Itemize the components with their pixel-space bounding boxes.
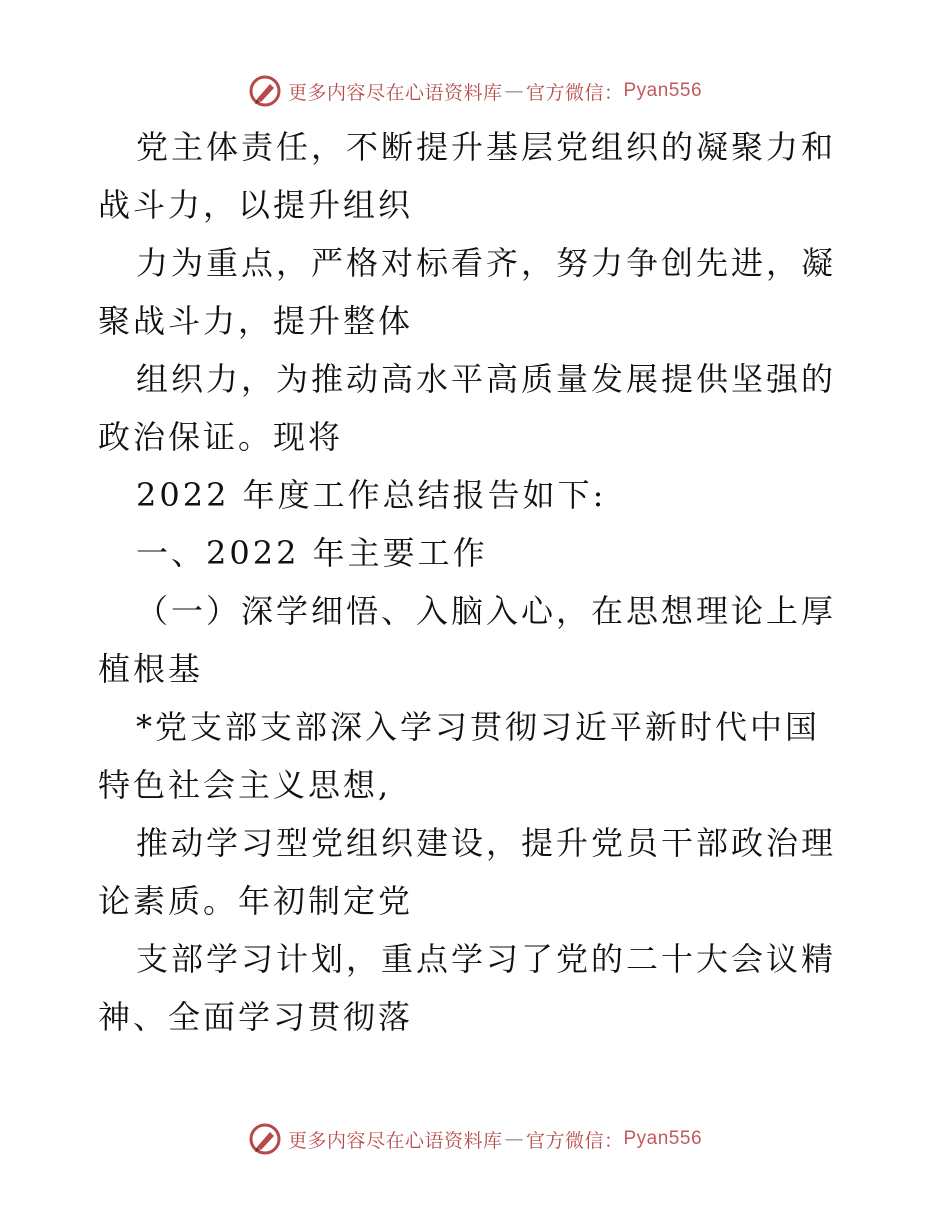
- paragraph-1: 党主体责任，不断提升基层党组织的凝聚力和战斗力，以提升组织: [98, 128, 837, 224]
- watermark-brand: 更多内容尽在心语资料库: [287, 81, 503, 104]
- pen-logo-icon: [248, 1122, 282, 1156]
- watermark-contact-id: Pyan556: [623, 80, 703, 101]
- paragraph-9: 支部学习计划，重点学习了党的二十大会议精神、全面学习贯彻落: [98, 940, 837, 1036]
- watermark-brand: 更多内容尽在心语资料库: [287, 1129, 503, 1152]
- watermark-header: [0, 71, 950, 111]
- document-body: [0, 118, 950, 1046]
- paragraph-3: 组织力，为推动高水平高质量发展提供坚强的政治保证。现将: [98, 360, 837, 456]
- watermark-contact-id: Pyan556: [623, 1128, 703, 1149]
- watermark-contact-label: 官方微信：: [525, 1129, 624, 1152]
- pen-logo-icon: [248, 74, 282, 108]
- watermark-contact-label: 官方微信：: [525, 81, 624, 104]
- watermark-footer: [0, 1119, 950, 1159]
- watermark-separator: —: [504, 80, 524, 102]
- subsection-heading: （一）深学细悟、入脑入心，在思想理论上厚植根基: [98, 592, 837, 688]
- section-heading: 一、2022 年主要工作: [136, 534, 488, 572]
- paragraph-4: 2022 年度工作总结报告如下:: [136, 476, 607, 514]
- paragraph-2: 力为重点，严格对标看齐，努力争创先进，凝聚战斗力，提升整体: [98, 244, 837, 340]
- paragraph-8: 推动学习型党组织建设，提升党员干部政治理论素质。年初制定党: [98, 824, 837, 920]
- watermark-separator: —: [504, 1128, 524, 1150]
- paragraph-7: *党支部支部深入学习贯彻习近平新时代中国特色社会主义思想,: [98, 708, 821, 804]
